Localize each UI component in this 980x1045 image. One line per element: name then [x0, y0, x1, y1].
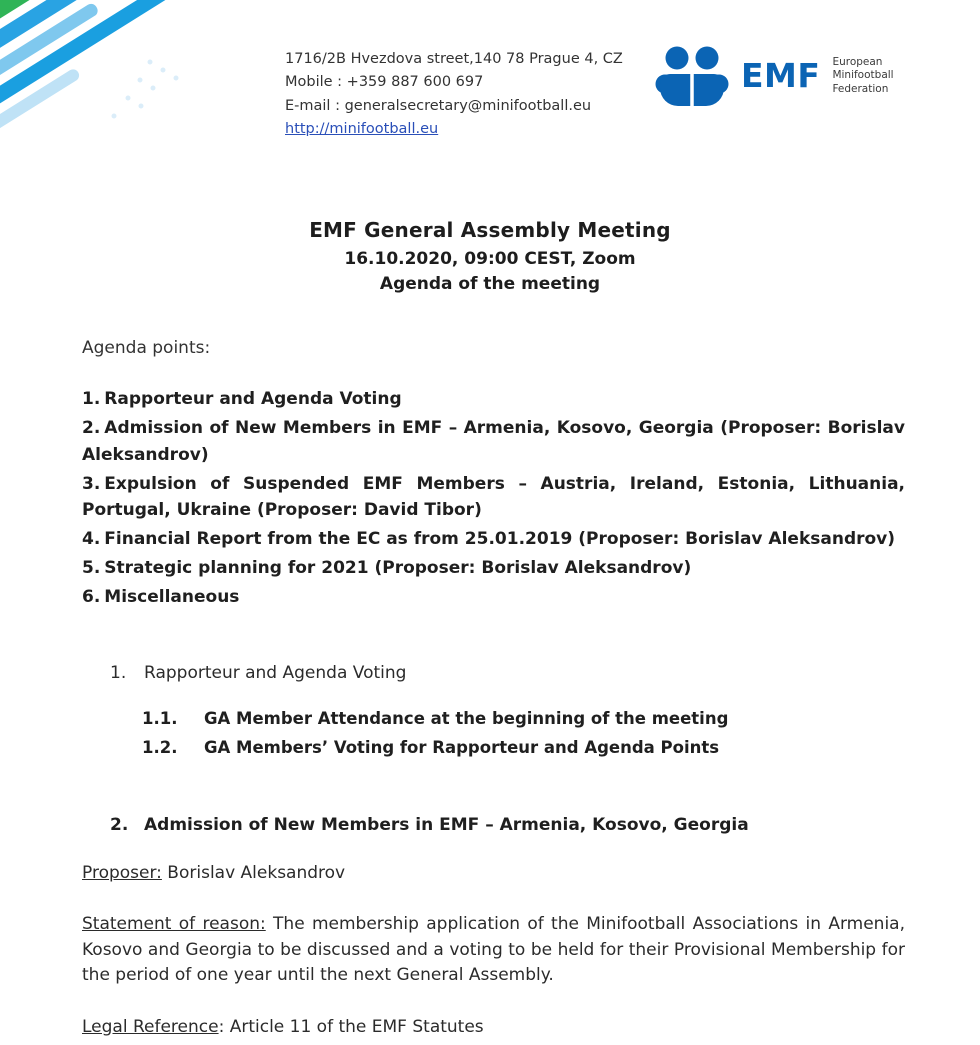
section-one-number: 1. [110, 662, 127, 683]
list-item-number: 5. [82, 558, 101, 579]
proposer-label: Proposer: [82, 862, 162, 883]
emf-logo [655, 44, 894, 106]
list-item-text: Admission of New Members in EMF – Armenia, Kosovo, Georgia (Proposer: Borislav Aleksandrov) [82, 417, 905, 465]
emf-logo-line-2: Minifootball [832, 69, 894, 82]
agenda-points-label: Agenda points: [82, 338, 211, 358]
legal-reference-value: : Article 11 of the EMF Statutes [218, 1016, 484, 1037]
list-item-text: Expulsion of Suspended EMF Members – Austria, Ireland, Estonia, Lithuania, Portugal, Ukraine (Proposer: David Tibor) [82, 473, 905, 521]
legal-reference-label: Legal Reference [82, 1016, 219, 1037]
list-item [82, 584, 905, 611]
list-item-text: Strategic planning for 2021 (Proposer: Borislav Aleksandrov) [104, 558, 692, 579]
list-item [82, 386, 905, 413]
section-one-title: Rapporteur and Agenda Voting [144, 662, 407, 683]
emf-logo-line-1: European [832, 55, 883, 68]
list-item-number: 1.1. [142, 708, 178, 728]
list-item [82, 555, 905, 582]
list-item-text: GA Member Attendance at the beginning of the meeting [204, 708, 729, 728]
emf-logo-line-3: Federation [832, 82, 889, 95]
emf-logo-mark-icon [655, 44, 729, 106]
list-item-text: Miscellaneous [104, 587, 240, 608]
proposer-paragraph [82, 861, 905, 887]
page-title: EMF General Assembly Meeting [309, 218, 671, 242]
statement-value: The membership application of the Minifootball Associations in Armenia, Kosovo and Georgia to be discussed and a voting to be held for their Provisional Membership for the period of one year until the next General Assembly. [82, 914, 906, 986]
list-item-number: 1.2. [142, 737, 178, 757]
contact-block [285, 48, 623, 142]
section-two-title: Admission of New Members in EMF – Armenia, Kosovo, Georgia [144, 814, 749, 835]
list-item [82, 471, 905, 525]
list-item-text: Financial Report from the EC as from 25.01.2019 (Proposer: Borislav Aleksandrov) [104, 529, 896, 550]
statement-label: Statement of reason: [82, 914, 266, 935]
list-item-number: 6. [82, 587, 101, 608]
section-two-number: 2. [110, 814, 129, 835]
agenda-points-list [82, 386, 905, 611]
document-body [0, 338, 980, 1040]
section-one-subitems [82, 705, 905, 763]
list-item-number: 1. [82, 389, 101, 409]
meeting-datetime: 16.10.2020, 09:00 CEST, Zoom [344, 249, 636, 269]
contact-address: 1716/2B Hvezdova street,140 78 Prague 4, CZ [285, 51, 623, 67]
title-block [0, 218, 980, 294]
section-one-heading [82, 663, 905, 683]
document-header [0, 0, 980, 160]
list-item [142, 705, 905, 734]
list-item [142, 734, 905, 763]
emf-logo-acronym: EMF [741, 55, 821, 95]
list-item-number: 4. [82, 529, 101, 550]
contact-mobile: Mobile : +359 887 600 697 [285, 74, 484, 91]
list-item-number: 3. [82, 473, 101, 494]
list-item-number: 2. [82, 417, 101, 438]
list-item-text: Rapporteur and Agenda Voting [104, 389, 402, 409]
list-item [82, 415, 905, 469]
contact-website-link[interactable]: http://minifootball.eu [285, 121, 439, 138]
statement-paragraph [82, 912, 905, 989]
emf-logo-wordmark [832, 54, 893, 96]
proposer-value: Borislav Aleksandrov [161, 862, 346, 883]
contact-email: E-mail : generalsecretary@minifootball.eu [285, 97, 592, 114]
section-two-heading [82, 815, 905, 835]
legal-reference-paragraph [82, 1015, 905, 1041]
meeting-subject: Agenda of the meeting [379, 274, 601, 294]
list-item-text: GA Members’ Voting for Rapporteur and Agenda Points [204, 737, 720, 757]
list-item [82, 526, 905, 553]
